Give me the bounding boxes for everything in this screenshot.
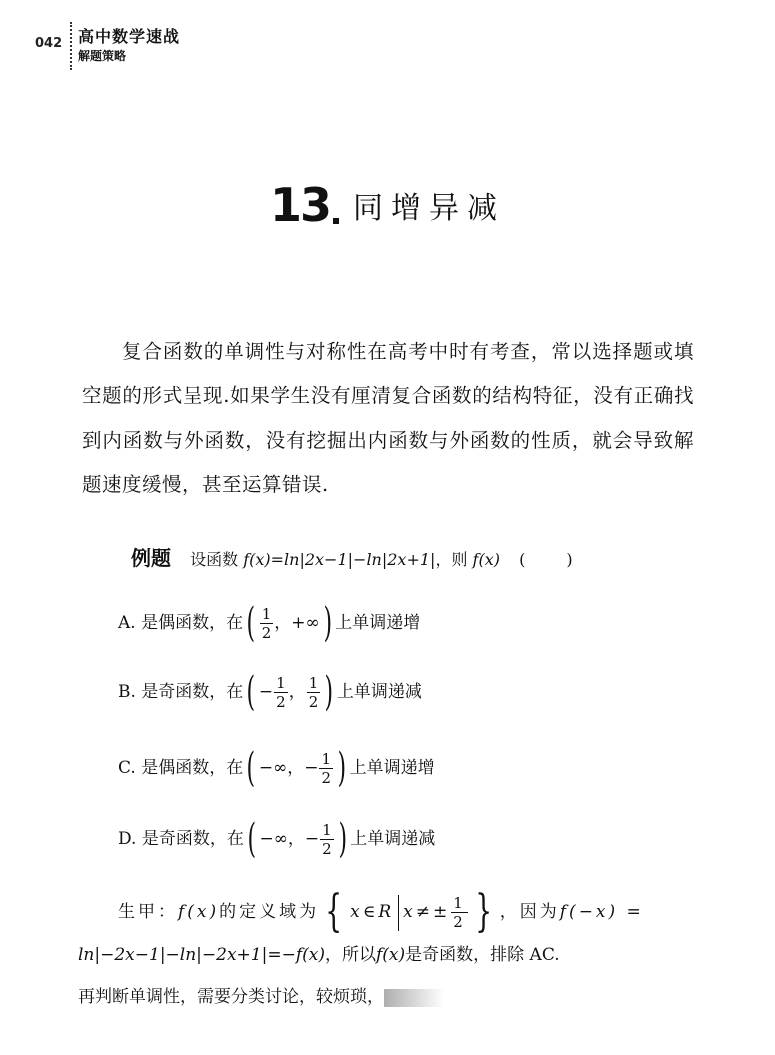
solution-f-neg-x: f(−x) = <box>559 902 644 922</box>
fraction-denominator: 2 <box>261 624 272 642</box>
option-a-prefix: A. 是偶函数，在 <box>118 613 244 633</box>
set-right: x≠± <box>403 902 451 922</box>
book-subtitle: 解题策略 <box>78 49 127 63</box>
option-d-suffix: 上单调递减 <box>350 829 436 849</box>
fraction-numerator: 1 <box>453 894 466 912</box>
chapter-dot <box>333 218 339 224</box>
header-divider <box>70 22 72 70</box>
fraction-numerator: 1 <box>322 821 332 839</box>
option-b-prefix: B. 是奇函数，在 <box>118 682 244 702</box>
close-brace: } <box>474 886 494 937</box>
chapter-title: 同增异减 <box>353 191 505 226</box>
fraction <box>319 750 333 787</box>
solution-line-3 <box>78 982 698 1026</box>
interval-left: −∞，− <box>259 829 320 849</box>
solution-so: ，所以 <box>324 945 376 965</box>
close-paren: ) <box>337 745 347 791</box>
fraction <box>274 674 288 711</box>
option-b-suffix: 上单调递减 <box>336 682 422 702</box>
interval-left: − <box>258 682 274 702</box>
option-c <box>118 745 435 791</box>
solution-conclusion: 是奇函数，排除 AC. <box>405 945 560 965</box>
chapter-heading <box>0 178 775 232</box>
text-fade-out <box>384 989 444 1007</box>
interval-mid: ， <box>288 682 306 702</box>
solution-domain-text: 的定义域为 <box>219 902 320 922</box>
example-label: 例题 <box>131 546 171 570</box>
stem-prefix: 设函数 <box>190 550 239 569</box>
answer-blank: ( ) <box>519 550 573 569</box>
open-paren: ( <box>246 745 256 791</box>
fraction-denominator: 2 <box>276 693 286 711</box>
solution-because: ，因为 <box>499 902 560 922</box>
interval-right: ，+∞ <box>274 613 320 633</box>
fraction-numerator: 1 <box>321 750 332 768</box>
option-c-suffix: 上单调递增 <box>349 758 435 778</box>
close-paren: ) <box>323 600 332 646</box>
fraction <box>451 894 468 931</box>
open-brace: { <box>325 886 344 937</box>
fraction-denominator: 2 <box>322 840 332 858</box>
fraction <box>260 605 274 642</box>
interval-left: −∞，− <box>258 758 319 778</box>
page-number: 042 <box>35 36 63 51</box>
solution-fx: f(x) <box>178 902 220 922</box>
solution-block <box>78 886 698 1026</box>
open-paren: ( <box>246 669 256 715</box>
open-paren: ( <box>247 816 256 862</box>
option-c-prefix: C. 是偶函数，在 <box>118 758 244 778</box>
stem-suffix: ，则 <box>435 550 468 569</box>
option-b <box>118 669 422 715</box>
fraction <box>307 674 321 711</box>
example-stem <box>131 542 573 571</box>
option-d-prefix: D. 是奇函数，在 <box>118 829 244 849</box>
option-a <box>118 600 420 646</box>
fraction <box>320 821 334 858</box>
set-divider <box>398 895 399 931</box>
book-title: 高中数学速战 <box>78 27 181 46</box>
stem-function: f(x)=ln|2x−1|−ln|2x+1| <box>243 550 436 569</box>
intro-paragraph: 复合函数的单调性与对称性在高考中时有考查，常以选择题或填空题的形式呈现.如果学生没有厘清复合函数的结构特征，没有正确找到内函数与外函数，没有挖掘出内函数与外函数的性质，就会导致解题速度缓慢，甚至运算错误. <box>82 339 694 496</box>
option-d <box>118 816 435 862</box>
solution-monotonic-note: 再判断单调性，需要分类讨论，较烦琐， <box>78 987 384 1007</box>
fraction-denominator: 2 <box>308 693 319 711</box>
open-paren: ( <box>246 600 256 646</box>
close-paren: ) <box>324 669 334 715</box>
fraction-denominator: 2 <box>453 913 466 931</box>
solution-line-1 <box>78 886 698 940</box>
solution-fx-2: f(x) <box>375 945 406 965</box>
fraction-denominator: 2 <box>321 769 332 787</box>
fraction-numerator: 1 <box>308 674 319 692</box>
chapter-number: 13 <box>269 178 330 232</box>
fraction-numerator: 1 <box>261 605 272 623</box>
solution-identity: ln|−2x−1|−ln|−2x+1|=−f(x) <box>78 945 325 965</box>
set-left: x∈R <box>350 902 395 922</box>
fraction-numerator: 1 <box>276 674 286 692</box>
option-a-suffix: 上单调递增 <box>335 613 421 633</box>
solution-speaker: 生甲： <box>118 902 178 922</box>
stem-target: f(x) <box>472 550 500 569</box>
close-paren: ) <box>338 816 347 862</box>
solution-line-2 <box>78 940 698 982</box>
